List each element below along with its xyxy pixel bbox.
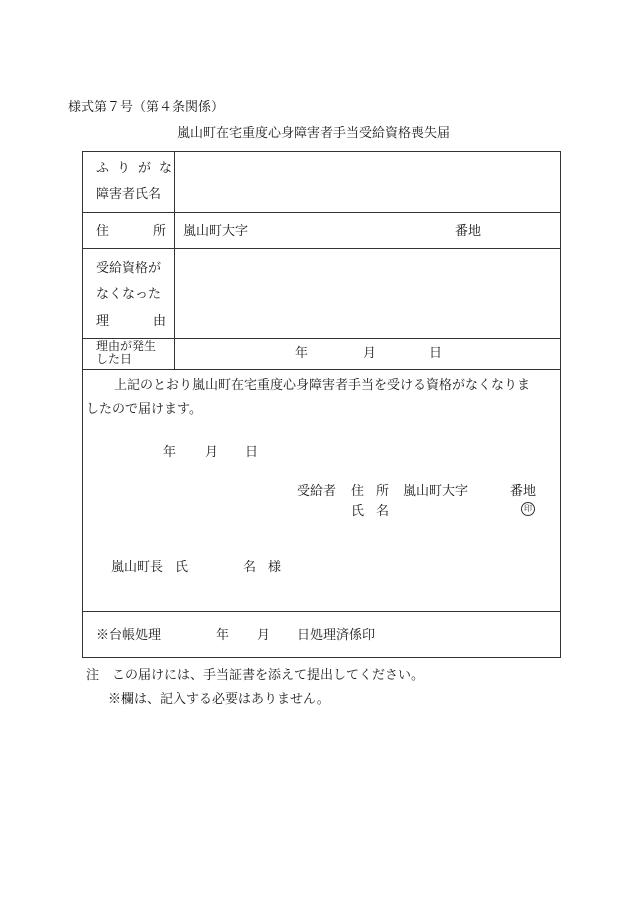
form-number: 様式第７号（第４条関係）: [68, 100, 225, 115]
row-divider: [83, 248, 560, 249]
ledger-year-label: 年: [216, 628, 230, 643]
address-value[interactable]: 嵐山町大字: [183, 224, 249, 239]
row-divider: [83, 212, 560, 213]
document-title: 嵐山町在宅重度心身障害者手当受給資格喪失届: [177, 126, 451, 141]
statement-month-label: 月: [205, 445, 219, 460]
occurrence-month-label: 月: [363, 346, 377, 361]
address-label: 住 所: [96, 224, 166, 239]
statement-day-label: 日: [245, 445, 259, 460]
name-label: 障害者氏名: [96, 187, 162, 202]
reason-field[interactable]: [183, 256, 553, 332]
applicant-address-label: 住 所: [351, 484, 390, 499]
ledger-month-label: 月: [257, 628, 271, 643]
ledger-label: ※台帳処理: [96, 628, 162, 643]
applicant-label: 受給者: [297, 484, 337, 499]
occurrence-year-label: 年: [295, 346, 309, 361]
reason-label-line2: なくなった: [96, 287, 162, 302]
applicant-address-suffix: 番地: [510, 484, 537, 499]
name-field[interactable]: [183, 162, 553, 206]
note-prefix: 注: [86, 668, 100, 683]
note-line1: この届けには、手当証書を添えて提出してください。: [112, 668, 425, 683]
occurrence-date-label: 理由が発生 した日: [96, 339, 157, 366]
applicant-name-label: 氏 名: [351, 504, 390, 519]
addressee: 嵐山町長 氏 名 様: [111, 560, 282, 575]
statement-line2: したので届けます。: [86, 402, 202, 417]
column-divider: [174, 152, 175, 369]
statement-line1: 上記のとおり嵐山町在宅重度心身障害者手当を受ける資格がなくなりま: [114, 378, 531, 393]
address-suffix: 番地: [455, 224, 482, 239]
statement-year-label: 年: [163, 445, 177, 460]
ledger-processed-label: 日処理済係印: [297, 628, 376, 643]
note-line2: ※欄は、記入する必要はありません。: [108, 692, 330, 707]
form-table: [82, 151, 561, 658]
applicant-address-value[interactable]: 嵐山町大字: [403, 484, 469, 499]
row-divider: [83, 611, 560, 612]
row-divider: [83, 369, 560, 370]
reason-label-line3: 理 由: [96, 314, 166, 329]
occurrence-day-label: 日: [429, 346, 443, 361]
reason-label-line1: 受給資格が: [96, 261, 162, 276]
seal-mark: 印: [521, 502, 535, 516]
furigana-label: ふりがな: [96, 161, 181, 176]
